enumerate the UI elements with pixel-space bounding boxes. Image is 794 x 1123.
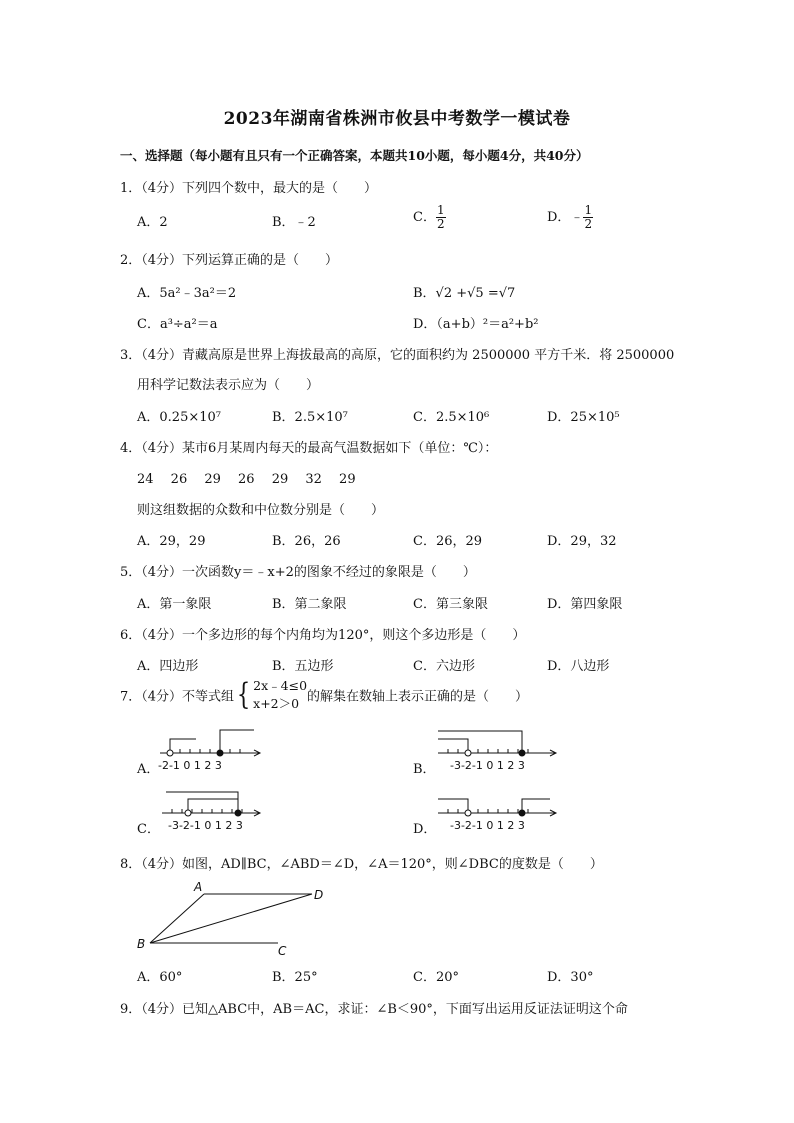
q2-option-b: B．√2 +√5 =√7: [413, 286, 516, 301]
question-1-stem: 1．（4分）下列四个数中，最大的是（ ）: [120, 181, 378, 196]
q7-axis-labels-b: -3-2-1 0 1 2 3: [450, 759, 525, 772]
section-heading: 一、选择题（每小题有且只有一个正确答案，本题共10小题，每小题4分，共40分）: [120, 148, 589, 163]
question-9-stem: 9．（4分）已知△ABC中，AB＝AC，求证：∠B＜90°，下面写出运用反证法证明这个命: [120, 1002, 628, 1017]
point-c-label: C: [278, 944, 287, 958]
q5-option-c: C．第三象限: [413, 597, 488, 612]
fraction-numerator: 1: [584, 203, 593, 217]
q4-option-d: D．29，32: [547, 534, 617, 549]
inequality-system: [253, 677, 307, 713]
q3-option-b: B．2.5×10⁷: [272, 410, 348, 425]
q5-option-d: D．第四象限: [547, 597, 623, 612]
q3-option-c: C．2.5×10⁶: [413, 410, 490, 425]
question-4-stem: 4．（4分）某市6月某周内每天的最高气温数据如下（单位：℃）：: [120, 441, 498, 456]
q7-number-line-a: [156, 727, 266, 775]
question-6-stem: 6．（4分）一个多边形的每个内角均为120°，则这个多边形是（ ）: [120, 628, 526, 643]
q8-option-a: A．60°: [137, 970, 183, 985]
point-d-label: D: [314, 888, 324, 902]
q6-option-c: C．六边形: [413, 659, 475, 674]
point-a-label: A: [194, 880, 203, 894]
inequality-2: x+2＞0: [253, 696, 300, 711]
q8-option-b: B．25°: [272, 970, 318, 985]
negative-sign: ﹣: [570, 210, 584, 225]
q1-option-c-label: C．: [413, 210, 436, 225]
question-3-stem: 3．（4分）青藏高原是世界上海拔最高的高原，它的面积约为 2500000 平方千米．将 2500000: [120, 348, 675, 363]
q1-option-a: A．2: [137, 215, 168, 230]
question-4-stem-cont: 则这组数据的众数和中位数分别是（ ）: [137, 503, 385, 518]
q5-option-b: B．第二象限: [272, 597, 347, 612]
q6-option-b: B．五边形: [272, 659, 334, 674]
q7-axis-labels-d: -3-2-1 0 1 2 3: [450, 819, 525, 832]
q7-option-a-label: A．: [137, 762, 160, 777]
q2-option-c: C．a³÷a²＝a: [137, 317, 218, 332]
q7-axis-labels-a: -2-1 0 1 2 3: [158, 759, 222, 772]
brace-icon: {: [236, 677, 251, 712]
q7-option-d-label: D．: [413, 822, 437, 837]
q7-axis-labels-c: -3-2-1 0 1 2 3: [168, 819, 243, 832]
q4-option-b: B．26，26: [272, 534, 341, 549]
question-3-stem-cont: 用科学记数法表示应为（ ）: [137, 378, 320, 393]
q7-stem-post: 的解集在数轴上表示正确的是（ ）: [307, 689, 529, 705]
q7-option-c-label: C．: [137, 822, 160, 837]
fraction-numerator: 1: [436, 203, 445, 217]
fraction: [583, 204, 593, 231]
inequality-1: 2x﹣4≤0: [253, 678, 308, 693]
fraction-denominator: 2: [436, 217, 445, 231]
question-5-stem: 5．（4分）一次函数y＝﹣x+2的图象不经过的象限是（ ）: [120, 565, 476, 580]
q7-option-b-label: B．: [413, 762, 436, 777]
q4-option-a: A．29，29: [137, 534, 206, 549]
question-2-stem: 2．（4分）下列运算正确的是（ ）: [120, 253, 339, 268]
q7-number-line-b: [432, 727, 562, 775]
q6-option-d: D．八边形: [547, 659, 610, 674]
q6-option-a: A．四边形: [137, 659, 199, 674]
q1-option-c: [413, 204, 446, 231]
page-title: 2023年湖南省株洲市攸县中考数学一模试卷: [223, 109, 571, 129]
q4-data: 24 26 29 26 29 32 29: [137, 472, 356, 487]
q1-option-d-label: D．: [547, 210, 571, 225]
q3-option-a: A．0.25×10⁷: [137, 410, 221, 425]
question-7-stem: [120, 677, 528, 713]
q1-option-d: [547, 204, 593, 231]
q4-option-c: C．26，29: [413, 534, 483, 549]
fraction: [436, 204, 446, 231]
q3-option-d: D．25×10⁵: [547, 410, 620, 425]
q1-option-b: B．﹣2: [272, 215, 316, 230]
q5-option-a: A．第一象限: [137, 597, 212, 612]
q2-option-a: A．5a²﹣3a²＝2: [137, 286, 237, 301]
point-b-label: B: [137, 937, 146, 951]
q8-geometry-figure: [130, 876, 340, 958]
q7-number-line-c: [156, 787, 266, 835]
q7-number-line-d: [432, 787, 562, 835]
question-8-stem: 8．（4分）如图，AD∥BC，∠ABD＝∠D，∠A＝120°，则∠DBC的度数是（ ）: [120, 857, 603, 872]
q8-option-d: D．30°: [547, 970, 594, 985]
fraction-denominator: 2: [584, 217, 593, 231]
q2-option-d: D．（a+b）²＝a²+b²: [413, 317, 539, 332]
q8-option-c: C．20°: [413, 970, 459, 985]
q7-stem-pre: 7．（4分）不等式组: [120, 689, 235, 705]
